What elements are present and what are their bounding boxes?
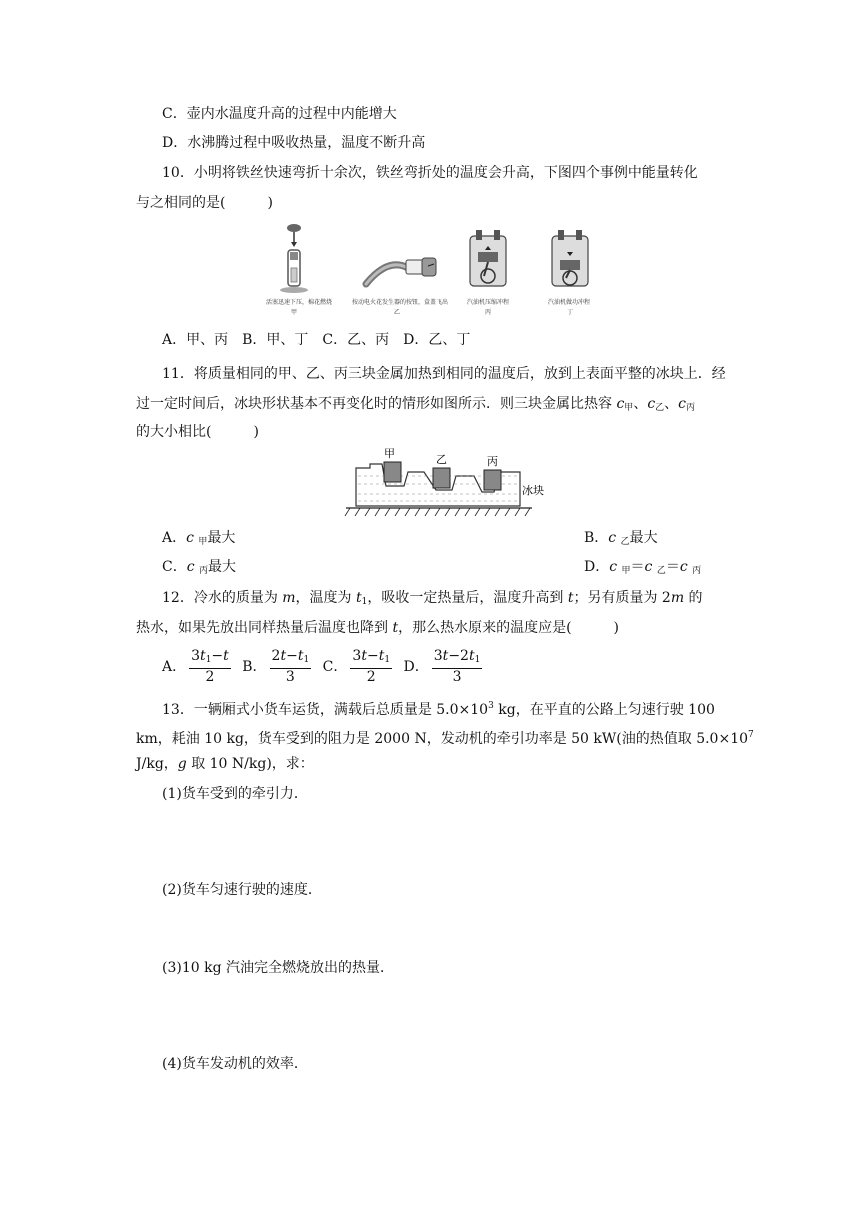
spark-generator-illustration <box>366 258 436 284</box>
q12-stem-line2: 热水，如果先放出同样热量后温度也降到 t，那么热水原来的温度应是( ) <box>136 620 620 636</box>
metal-block-jia <box>384 462 401 482</box>
q11-stem-line1: 11．将质量相同的甲、乙、丙三块金属加热到相同的温度后，放到上表面平整的冰块上．经 <box>162 366 726 382</box>
q9-option-c: C．壶内水温度升高的过程中内能增大 <box>162 106 397 122</box>
label-jia: 甲 <box>384 447 395 460</box>
label-bing: 丙 <box>487 455 498 468</box>
q12-stem-line1: 12．冷水的质量为 m，温度为 $t_1$，吸收一定热量后，温度升高到 t；另有质量为 2m 的 <box>162 590 703 607</box>
fig-caption-bing-desc: 汽油机压缩冲程 <box>467 299 510 306</box>
fig-caption-jia: 甲 <box>291 309 298 316</box>
q11-option-a: A．c $_甲$最大 <box>162 530 236 547</box>
q11-option-c: C．c $_丙$最大 <box>162 559 237 576</box>
q13-stem-line3: J/kg，g 取 10 N/kg)，求： <box>136 756 314 772</box>
q13-stem-line2: km，耗油 10 kg，货车受到的阻力是 2000 N，发动机的牵引功率是 50 kW(油的热值取 $5.0\times 10^7$ <box>136 730 754 747</box>
fig-caption-ding: 丁 <box>567 309 574 316</box>
q11-option-b: B．c $_乙$最大 <box>584 530 658 547</box>
metal-block-bing <box>484 470 501 490</box>
q13-stem-line1: 13．一辆厢式小货车运货，满载后总质量是 $5.0\times 10^3$ kg，在平直的公路上匀速行驶 100 <box>162 701 715 718</box>
ground-hatching <box>345 508 530 516</box>
q10-figure <box>248 222 618 318</box>
fig-caption-ding-desc: 汽油机做功冲程 <box>548 299 591 306</box>
q10-options: A．甲、丙 B．甲、丁 C．乙、丙 D．乙、丁 <box>162 332 471 348</box>
q13-part-2: (2)货车匀速行驶的速度． <box>162 882 322 898</box>
fire-piston-illustration <box>280 224 308 293</box>
fig-caption-yi-desc: 按动电火花发生器的按钮，盒盖飞出 <box>352 299 449 306</box>
q10-stem-line1: 10．小明将铁丝快速弯折十余次，铁丝弯折处的温度会升高，下图四个事例中能量转化 <box>162 165 698 181</box>
q13-part-1: (1)货车受到的牵引力． <box>162 786 308 802</box>
fig-caption-yi: 乙 <box>394 309 401 316</box>
q11-option-d: D．c $_甲$＝c $_乙$＝c $_丙$ <box>584 559 702 576</box>
q13-part-4: (4)货车发动机的效率． <box>162 1056 308 1072</box>
q12-options <box>162 648 485 685</box>
fig-caption-bing: 丙 <box>485 309 492 316</box>
compression-stroke-engine-illustration <box>470 230 506 286</box>
q12-option-d: D． $\frac{3t-2t_1}{3}$ <box>403 648 481 685</box>
q11-ice-figure <box>344 446 554 522</box>
fig-caption-jia-desc: 活塞迅速下压，棉花燃烧 <box>266 299 333 306</box>
q12-option-b: B． $\frac{2t-t_1}{3}$ <box>242 648 310 685</box>
label-yi: 乙 <box>436 453 447 466</box>
power-stroke-engine-illustration <box>552 230 588 286</box>
q9-option-d: D．水沸腾过程中吸收热量，温度不断升高 <box>162 135 426 151</box>
metal-block-yi <box>433 468 450 488</box>
q12-option-a: A． $\frac{3t_1-t}{2}$ <box>162 648 229 685</box>
q12-option-c: C． $\frac{3t-t_1}{2}$ <box>322 648 391 685</box>
label-ice-block: 冰块 <box>522 484 544 497</box>
q10-stem-line2: 与之相同的是( ) <box>136 195 273 211</box>
q11-stem-line2: 过一定时间后，冰块形状基本不再变化时的情形如图所示．则三块金属比热容 $c_甲$、$c_乙$、$c_丙$ <box>136 396 696 413</box>
q13-part-3: (3)10 kg 汽油完全燃烧放出的热量． <box>162 960 394 976</box>
q11-stem-line3: 的大小相比( ) <box>136 424 259 440</box>
